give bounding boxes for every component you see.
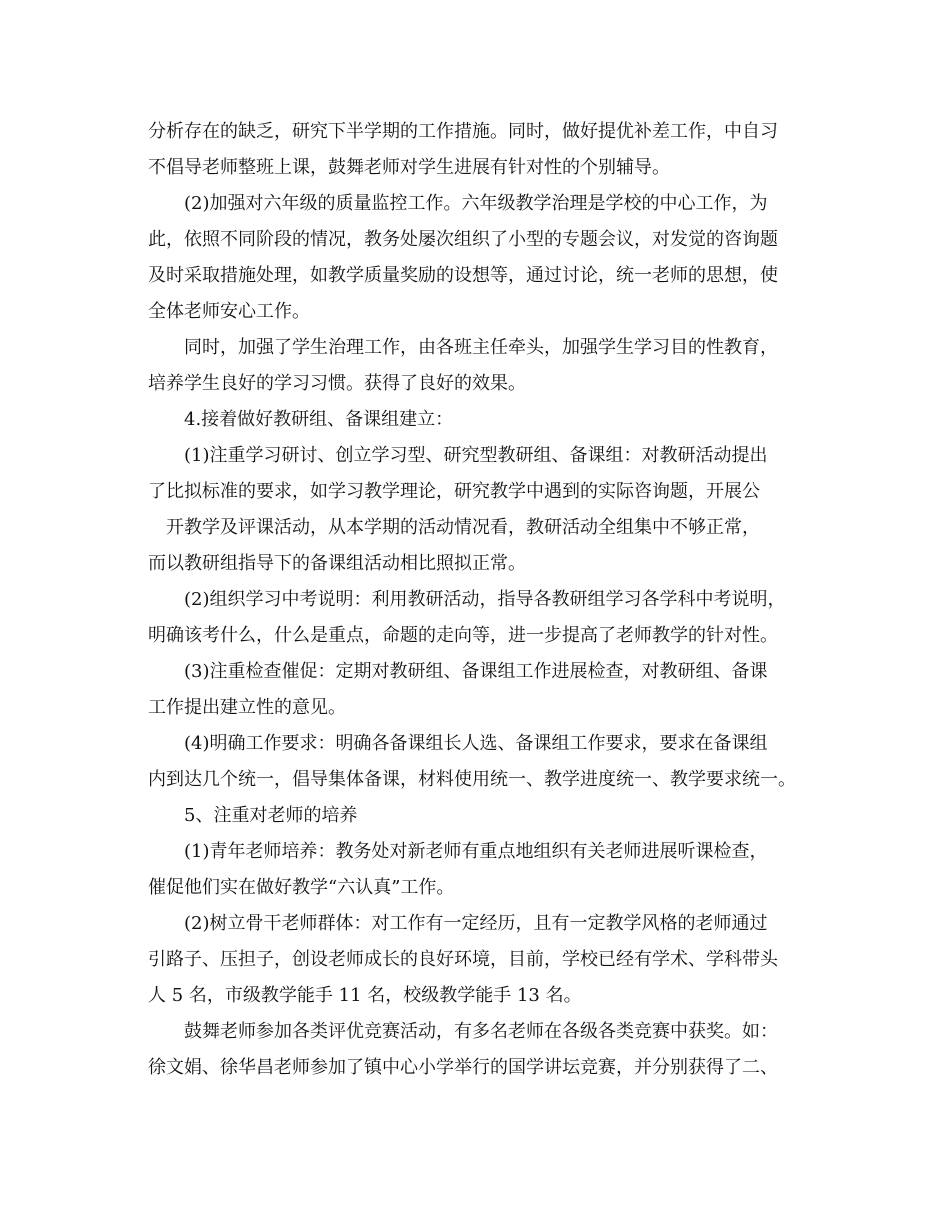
text-line: 及时采取措施处理，如教学质量奖励的设想等，通过讨论，统一老师的思想，使 xyxy=(148,265,778,286)
section-heading: 5、注重对老师的培养 xyxy=(184,805,358,826)
text-line: (3)注重检查催促：定期对教研组、备课组工作进展检查，对教研组、备课 xyxy=(184,661,768,682)
section-heading: 4.接着做好教研组、备课组建立： xyxy=(184,409,454,430)
text-line: (2)树立骨干老师群体：对工作有一定经历，且有一定教学风格的老师通过 xyxy=(184,913,768,934)
text-line: (1)青年老师培养：教务处对新老师有重点地组织有关老师进展听课检查， xyxy=(184,841,768,862)
text-line: 培养学生良好的学习习惯。获得了良好的效果。 xyxy=(148,373,526,394)
text-line: 引路子、压担子，创设老师成长的良好环境，目前，学校已经有学术、学科带头 xyxy=(148,949,778,970)
text-line: 全体老师安心工作。 xyxy=(148,301,310,322)
text-line: (2)组织学习中考说明：利用教研活动，指导各教研组学习各学科中考说明， xyxy=(184,589,786,610)
text-line: 徐文娟、徐华昌老师参加了镇中心小学举行的国学讲坛竞赛，并分别获得了二、 xyxy=(148,1057,778,1078)
text-line: (1)注重学习研讨、创立学习型、研究型教研组、备课组：对教研活动提出 xyxy=(184,445,768,466)
text-line: 内到达几个统一，倡导集体备课，材料使用统一、教学进度统一、教学要求统一。 xyxy=(148,769,796,790)
text-line: 开教学及评课活动，从本学期的活动情况看，教研活动全组集中不够正常， xyxy=(166,517,760,538)
text-line: 不倡导老师整班上课，鼓舞老师对学生进展有针对性的个别辅导。 xyxy=(148,157,670,178)
text-line: (2)加强对六年级的质量监控工作。六年级教学治理是学校的中心工作，为 xyxy=(184,193,768,214)
text-line: 明确该考什么，什么是重点，命题的走向等，进一步提高了老师教学的针对性。 xyxy=(148,625,778,646)
text-line: 了比拟标准的要求，如学习教学理论，研究教学中遇到的实际咨询题，开展公 xyxy=(148,481,760,502)
text-line: (4)明确工作要求：明确各备课组长人选、备课组工作要求，要求在备课组 xyxy=(184,733,768,754)
text-line: 鼓舞老师参加各类评优竞赛活动，有多名老师在各级各类竞赛中获奖。如： xyxy=(184,1021,778,1042)
text-line: 分析存在的缺乏，研究下半学期的工作措施。同时，做好提优补差工作，中自习 xyxy=(148,121,778,142)
text-line: 而以教研组指导下的备课组活动相比照拟正常。 xyxy=(148,553,526,574)
text-line: 人 5 名，市级教学能手 11 名，校级教学能手 13 名。 xyxy=(148,985,582,1006)
text-line: 此，依照不同阶段的情况，教务处屡次组织了小型的专题会议，对发觉的咨询题 xyxy=(148,229,778,250)
text-line: 同时，加强了学生治理工作，由各班主任牵头，加强学生学习目的性教育， xyxy=(184,337,778,358)
text-line: 工作提出建立性的意见。 xyxy=(148,697,346,718)
text-line: 催促他们实在做好教学“六认真”工作。 xyxy=(148,877,455,898)
